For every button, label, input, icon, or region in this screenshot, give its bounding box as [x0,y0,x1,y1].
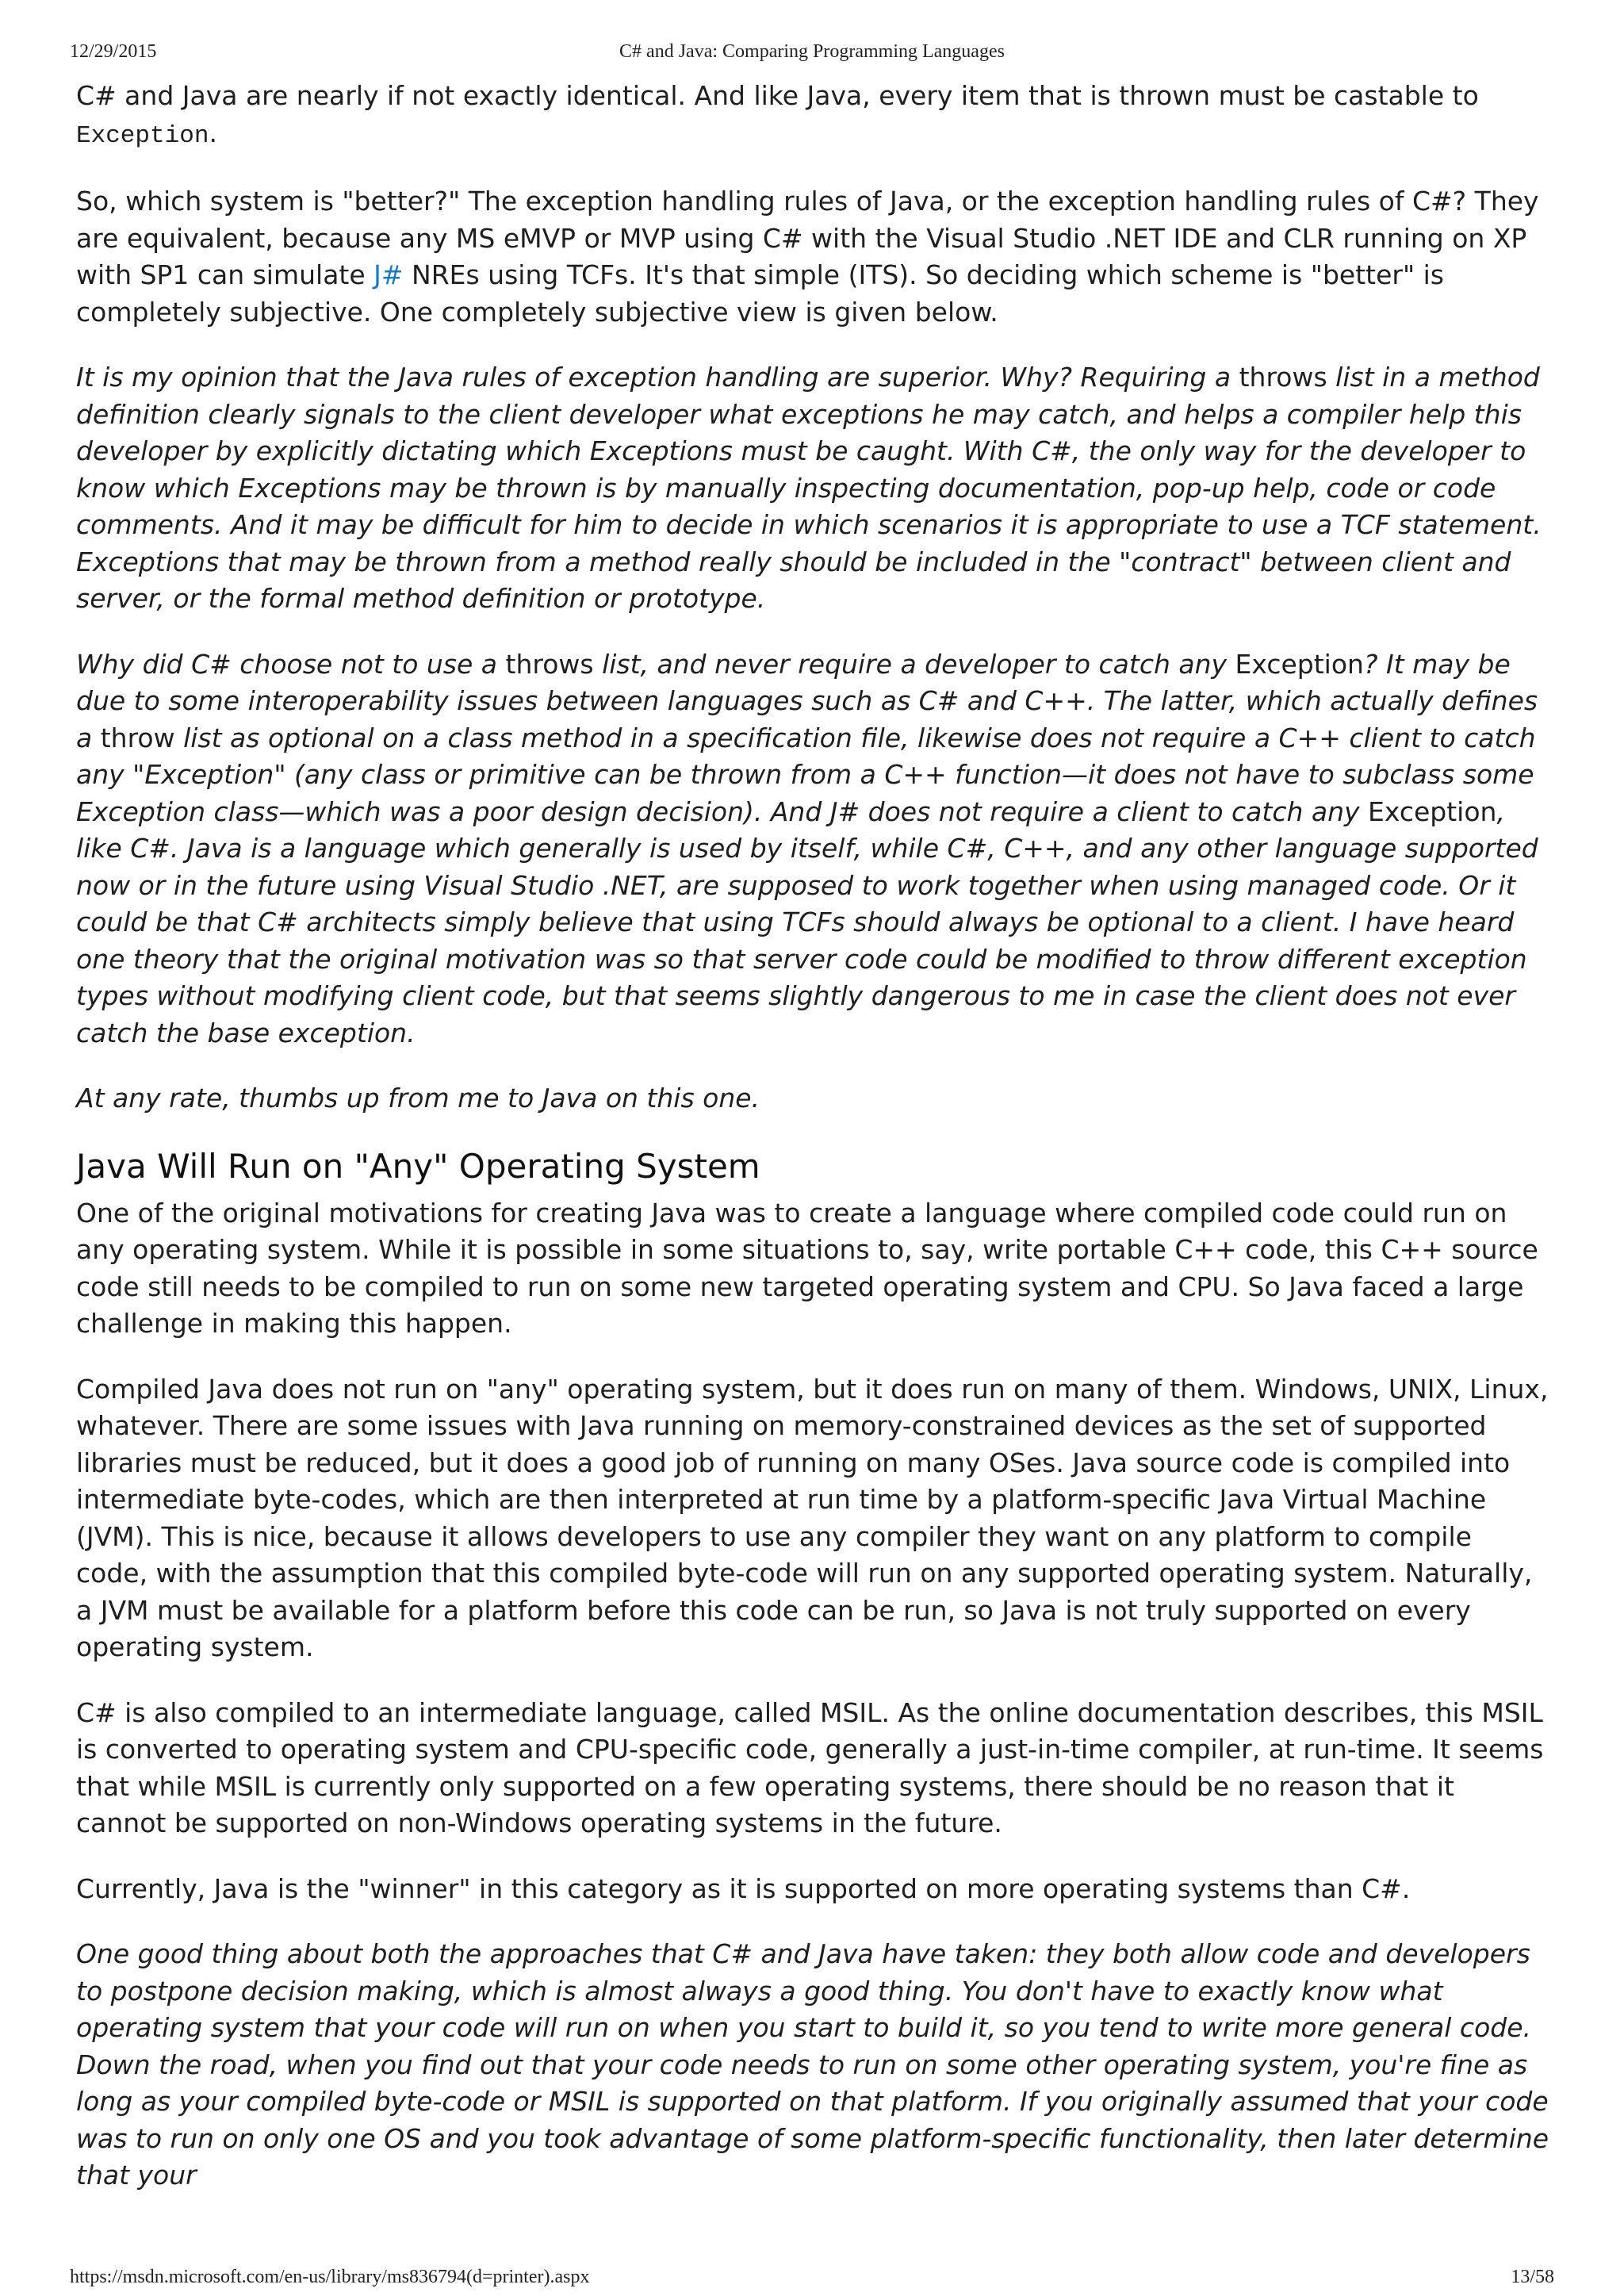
paragraph-csharp-msil: C# is also compiled to an intermediate language, called MSIL. As the online documentation describes, this MSIL is converted to operating system and CPU-specific code, generally a just-in-time compiler, at run-time. It seems that while MSIL is currently only supported on a few operating systems, there should be no reason that it cannot be supported on non-Windows operating systems in the future. [76,1696,1544,1838]
code-exception: Exception [1368,795,1497,827]
code-exception: Exception [1235,648,1364,680]
code-throws: throws [505,648,594,680]
jsharp-link[interactable]: J# [373,259,404,290]
paragraph-thumbs-up: At any rate, thumbs up from me to Java on this one. [76,1083,760,1114]
code-throw: throw [100,722,175,753]
print-footer [70,2267,1554,2290]
document-title: C# and Java: Comparing Programming Languages [619,41,1005,62]
paragraph-original-motivations: One of the original motivations for creating Java was to create a language where compiled code could run on any operating system. While it is possible in some situations to, say, write portable C++ code, this C++ source code still needs to be compiled to run on some new targeted operating system and CPU. So Java faced a large challenge in making this happen. [76,1197,1538,1339]
print-date: 12/29/2015 [70,41,157,62]
print-header [70,41,1554,65]
paragraph-why-csharp: Why did C# choose not to use a throws list, and never require a developer to catch any Exception? It may be due to some interoperability issues between languages such as C# and C++. The latter, which actually defines a throw list as optional on a class method in a specification file, likewise does not require a C++ client to catch any "Exception" (any class or primitive can be thrown from a C++ function—it does not have to subclass some Exception class—which was a poor design decision). And J# does not require a client to catch any Exception, like C#. Java is a language which generally is used by itself, while C#, C++, and any other language supported now or in the future using Visual Studio .NET, are supposed to work together when using managed code. Or it could be that C# architects simply believe that using TCFs should always be optional to a client. I have heard one theory that the original motivation was so that server code could be modified to throw different exception types without modifying client code, but that seems slightly dangerous to me in case the client does not ever catch the base exception. [76,648,1538,1048]
article-body [76,78,1551,2223]
section-heading: Java Will Run on "Any" Operating System [76,1146,760,1186]
code-throws: throws [1239,362,1327,393]
page-url: https://msdn.microsoft.com/en-us/library/ms836794(d=printer).aspx [70,2267,590,2287]
paragraph-good-thing: One good thing about both the approaches that C# and Java have taken: they both allow code and developers to postpone decision making, which is almost always a good thing. You don't have to exactly know what operating system that your code will run on when you start to build it, so you tend to write more general code. Down the road, when you find out that your code needs to run on some other operating system, you're fine as long as your compiled byte-code or MSIL is supported on that platform. If you originally assumed that your code was to run on only one OS and you took advantage of some platform-specific functionality, then later determine that your [76,1938,1549,2191]
paragraph-opinion-java-superior: It is my opinion that the Java rules of exception handling are superior. Why? Requiring a throws list in a method definition clearly signals to the client developer what exceptions he may catch, and helps a compiler help this developer by explicitly dictating which Exceptions must be caught. With C#, the only way for the developer to know which Exceptions may be thrown is by manually inspecting documentation, pop-up help, code or code comments. And it may be difficult for him to decide in which scenarios it is appropriate to use a TCF statement. Exceptions that may be thrown from a method really should be included in the "contract" between client and server, or the formal method definition or prototype. [76,362,1542,614]
paragraph-compiled-java: Compiled Java does not run on "any" operating system, but it does run on many of them. Windows, UNIX, Linux, whatever. There are some issues with Java running on memory-constrained devices as the set of supported libraries must be reduced, but it does a good job of running on many OSes. Java source code is compiled into intermediate byte-codes, which are then interpreted at run time by a platform-specific Java Virtual Machine (JVM). This is nice, because it allows developers to use any compiler they want on any platform to compile code, with the assumption that this compiled byte-code will run on any supported operating system. Naturally, a JVM must be available for a platform before this code can be run, so Java is not truly supported on every operating system. [76,1373,1549,1662]
code-exception: Exception [76,121,209,150]
paragraph-exception-castable: C# and Java are nearly if not exactly identical. And like Java, every item that is thrown must be castable to Exception. [76,80,1479,150]
paragraph-winner: Currently, Java is the "winner" in this category as it is supported on more operating systems than C#. [76,1872,1411,1904]
paragraph-which-is-better: So, which system is "better?" The exception handling rules of Java, or the exception handling rules of C#? They are equivalent, because any MS eMVP or MVP using C# with the Visual Studio .NET IDE and CLR running on XP with SP1 can simulate J# NREs using TCFs. It's that simple (ITS). So deciding which scheme is "better" is completely subjective. One completely subjective view is given below. [76,186,1539,328]
page-number: 13/58 [1511,2267,1554,2287]
